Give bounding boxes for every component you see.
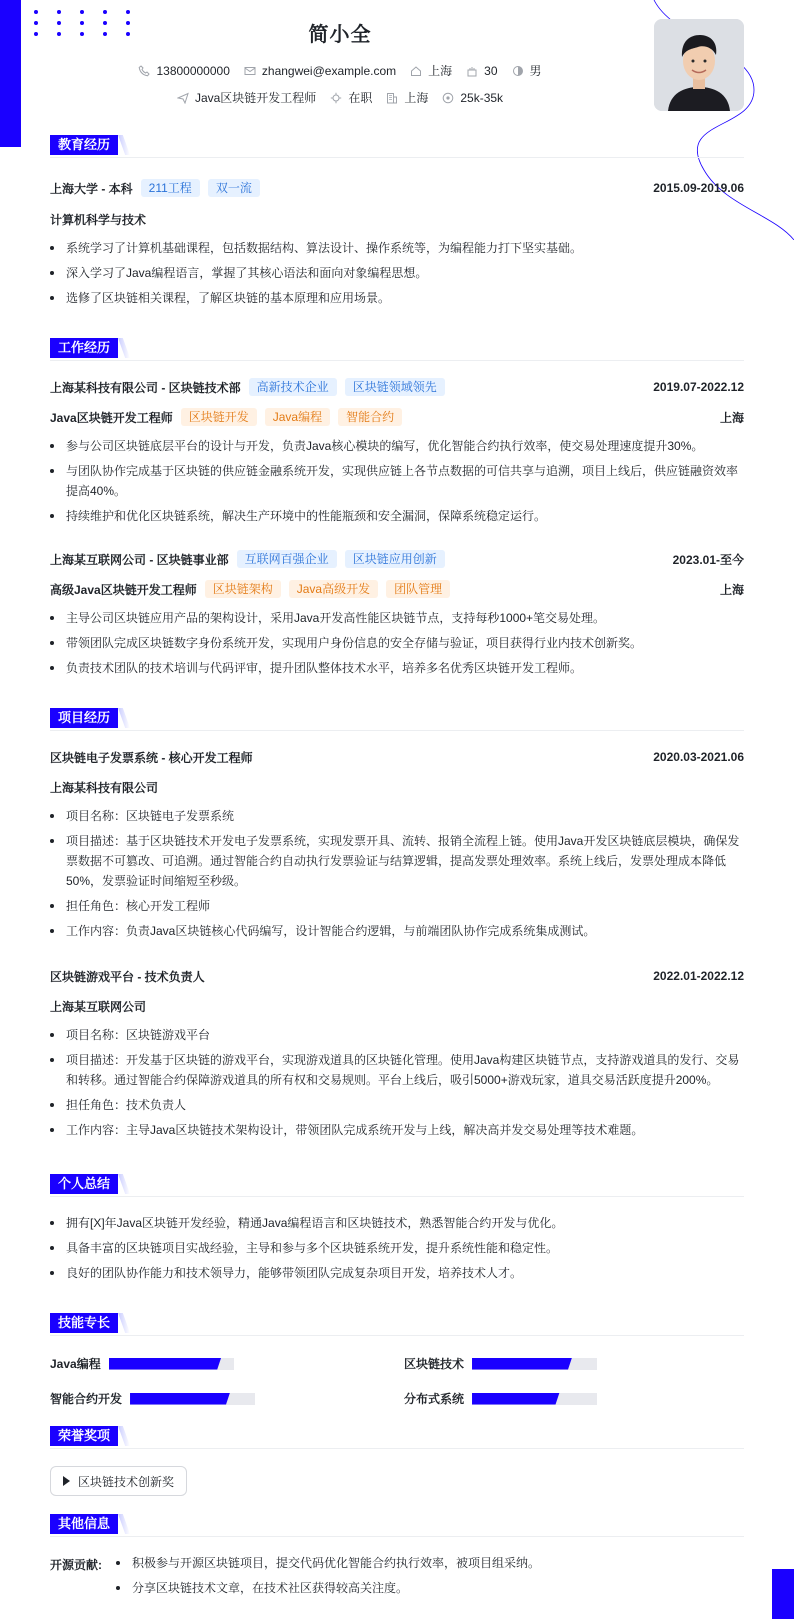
resume-header <box>0 0 794 130</box>
school-tag: 双一流 <box>208 179 260 197</box>
home-icon <box>410 65 422 77</box>
skill-item <box>404 1390 597 1407</box>
education-date: 2015.09-2019.06 <box>653 181 744 195</box>
skill-name: 区块链技术 <box>404 1357 465 1371</box>
age-text: 30 <box>484 63 498 78</box>
skill-bar-fill <box>130 1393 230 1405</box>
list-item: 工作内容：主导Java区块链技术架构设计，带领团队完成系统开发与上线，解决高并发交易处理等技术难题。 <box>50 1120 744 1140</box>
section-divider <box>50 360 744 361</box>
award-name: 区块链技术创新奖 <box>78 1474 175 1489</box>
section-divider <box>50 157 744 158</box>
work-header <box>50 377 744 397</box>
project-company: 上海某科技有限公司 <box>50 780 159 795</box>
candidate-name: 简小全 <box>308 24 372 46</box>
status-icon <box>330 92 342 104</box>
age-item <box>466 64 497 78</box>
section-divider <box>50 730 744 731</box>
list-item: 系统学习了计算机基础课程，包括数据结构、算法设计、操作系统等，为编程能力打下坚实基础。 <box>50 238 744 258</box>
job-row <box>0 89 680 106</box>
contact-row <box>0 62 680 79</box>
skill-tag: 区块链开发 <box>181 408 257 426</box>
list-item: 项目描述：开发基于区块链的游戏平台，实现游戏道具的区块链化管理。使用Java构建区块链节点，支持游戏道具的发行、交易和转移。通过智能合约保障游戏道具的所有权和交易规则。平台上线后，吸引5000+游戏玩家，道具交易活跃度提升200%。 <box>50 1050 744 1090</box>
work-role-row <box>50 407 744 427</box>
section-divider <box>50 1536 744 1537</box>
gender-text: 男 <box>529 64 542 78</box>
phone-text: 13800000000 <box>156 63 230 78</box>
role-title: Java区块链开发工程师 <box>50 410 173 425</box>
company-tag: 互联网百强企业 <box>237 550 337 568</box>
work-bullets <box>50 436 744 531</box>
skill-bar-fill <box>109 1358 222 1370</box>
status-item <box>330 89 372 106</box>
section-projects <box>50 708 744 730</box>
list-item: 深入学习了Java编程语言，掌握了其核心语法和面向对象编程思想。 <box>50 263 744 283</box>
play-icon <box>63 1476 70 1486</box>
section-summary <box>50 1174 744 1196</box>
list-item: 参与公司区块链底层平台的设计与开发，负责Java核心模块的编写，优化智能合约执行效率，使交易处理速度提升30%。 <box>50 436 744 456</box>
section-title: 教育经历 <box>50 135 118 155</box>
company-tag: 区块链应用创新 <box>345 550 445 568</box>
section-awards <box>50 1426 744 1448</box>
section-work <box>50 338 744 360</box>
section-title: 个人总结 <box>50 1174 118 1194</box>
work-header <box>50 549 744 569</box>
list-item: 分享区块链技术文章，在技术社区获得较高关注度。 <box>116 1578 736 1598</box>
gender-icon <box>512 65 524 77</box>
list-item: 主导公司区块链应用产品的架构设计，采用Java开发高性能区块链节点，支持每秒1000+笔交易处理。 <box>50 608 744 628</box>
list-item: 持续维护和优化区块链系统，解决生产环境中的性能瓶颈和安全漏洞，保障系统稳定运行。 <box>50 506 744 526</box>
skill-bar <box>130 1393 255 1405</box>
skill-item <box>50 1390 255 1407</box>
work-date: 2019.07-2022.12 <box>653 380 744 394</box>
work-date: 2023.01-至今 <box>672 552 744 567</box>
salary-text: 25k-35k <box>460 90 504 105</box>
education-major-row <box>50 209 744 229</box>
work-role-row <box>50 579 744 599</box>
company-tag: 区块链领域领先 <box>345 378 445 396</box>
project-title: 区块链电子发票系统 - 核心开发工程师 <box>50 750 253 765</box>
age-icon <box>466 65 478 77</box>
work-city-text: 上海 <box>404 91 429 105</box>
company-name: 上海某科技有限公司 - 区块链技术部 <box>50 380 241 395</box>
gender-item <box>512 62 542 79</box>
company-name: 上海某互联网公司 - 区块链事业部 <box>50 552 229 567</box>
skill-bar-fill <box>472 1358 572 1370</box>
list-item: 担任角色：核心开发工程师 <box>50 896 744 916</box>
skill-tag: Java高级开发 <box>289 580 378 598</box>
list-item: 积极参与开源区块链项目，提交代码优化智能合约执行效率，被项目组采纳。 <box>116 1553 736 1573</box>
section-education <box>50 135 744 157</box>
skill-bar-fill <box>472 1393 560 1405</box>
education-bullets <box>50 238 744 313</box>
work-city-item <box>386 89 428 106</box>
school-tag: 211工程 <box>141 179 200 197</box>
email-text: zhangwei@example.com <box>261 63 397 78</box>
project-header <box>50 966 744 986</box>
education-header <box>50 178 744 198</box>
project-bullets <box>50 1025 744 1145</box>
section-other <box>50 1514 744 1536</box>
skill-bar <box>472 1393 597 1405</box>
list-item: 项目名称：区块链电子发票系统 <box>50 806 744 826</box>
list-item: 拥有[X]年Java区块链开发经验，精通Java编程语言和区块链技术，熟悉智能合约开发与优化。 <box>50 1213 744 1233</box>
project-header <box>50 747 744 767</box>
section-title: 工作经历 <box>50 338 118 358</box>
skill-name: 分布式系统 <box>404 1392 465 1406</box>
building-icon <box>386 92 398 104</box>
list-item: 选修了区块链相关课程，了解区块链的基本原理和应用场景。 <box>50 288 744 308</box>
list-item: 与团队协作完成基于区块链的供应链金融系统开发，实现供应链上各节点数据的可信共享与追溯，项目上线后，供应链融资效率提高40%。 <box>50 461 744 501</box>
work-city: 上海 <box>719 410 744 425</box>
phone-icon <box>138 65 150 77</box>
project-date: 2022.01-2022.12 <box>653 969 744 983</box>
role-title: 高级Java区块链开发工程师 <box>50 582 197 597</box>
salary-item <box>442 91 503 105</box>
list-item: 项目名称：区块链游戏平台 <box>50 1025 744 1045</box>
location-text: 上海 <box>428 64 453 78</box>
email-icon <box>244 65 256 77</box>
section-title: 荣誉奖项 <box>50 1426 118 1446</box>
other-bullets <box>116 1553 736 1603</box>
list-item: 工作内容：负责Java区块链核心代码编写，设计智能合约逻辑，与前端团队协作完成系统集成测试。 <box>50 921 744 941</box>
list-item: 项目描述：基于区块链技术开发电子发票系统，实现发票开具、流转、报销全流程上链。使用Java开发区块链底层模块，确保发票数据不可篡改、可追溯。通过智能合约自动执行发票验证与结算逻辑，提高发票处理效率。系统上线后，发票处理成本降低50%，发票验证时间缩短至秒级。 <box>50 831 744 891</box>
project-company-row <box>50 996 744 1016</box>
right-accent-bar <box>772 1569 794 1619</box>
work-bullets <box>50 608 744 683</box>
skill-tag: 智能合约 <box>338 408 402 426</box>
section-title: 技能专长 <box>50 1313 118 1333</box>
location-item <box>410 62 452 79</box>
company-tag: 高新技术企业 <box>249 378 337 396</box>
work-city: 上海 <box>719 582 744 597</box>
list-item: 担任角色：技术负责人 <box>50 1095 744 1115</box>
phone-item <box>138 64 229 78</box>
section-divider <box>50 1196 744 1197</box>
section-title: 其他信息 <box>50 1514 118 1534</box>
skill-name: 智能合约开发 <box>50 1392 123 1406</box>
skill-tag: 团队管理 <box>386 580 450 598</box>
major: 计算机科学与技术 <box>50 212 147 227</box>
status-text: 在职 <box>348 91 373 105</box>
section-skills <box>50 1313 744 1335</box>
school-name: 上海大学 - 本科 <box>50 181 133 196</box>
project-title: 区块链游戏平台 - 技术负责人 <box>50 969 205 984</box>
skill-tag: 区块链架构 <box>205 580 281 598</box>
award-item[interactable] <box>50 1466 187 1496</box>
job-title-text: Java区块链开发工程师 <box>194 91 317 105</box>
section-title: 项目经历 <box>50 708 118 728</box>
skill-item <box>50 1355 234 1372</box>
send-icon <box>177 92 189 104</box>
list-item: 具备丰富的区块链项目实战经验，主导和参与多个区块链系统开发，提升系统性能和稳定性。 <box>50 1238 744 1258</box>
section-divider <box>50 1335 744 1336</box>
other-label: 开源贡献: <box>50 1558 102 1572</box>
list-item: 负责技术团队的技术培训与代码评审，提升团队整体技术水平，培养多名优秀区块链开发工程师。 <box>50 658 744 678</box>
skill-bar <box>472 1358 597 1370</box>
project-company: 上海某互联网公司 <box>50 999 147 1014</box>
job-title-item <box>177 89 316 106</box>
skill-bar <box>109 1358 234 1370</box>
skill-name: Java编程 <box>50 1357 101 1371</box>
email-item <box>244 64 396 78</box>
salary-icon <box>442 92 454 104</box>
list-item: 带领团队完成区块链数字身份系统开发，实现用户身份信息的安全存储与验证，项目获得行业内技术创新奖。 <box>50 633 744 653</box>
avatar <box>654 19 744 111</box>
project-date: 2020.03-2021.06 <box>653 750 744 764</box>
summary-bullets <box>50 1213 744 1288</box>
skill-item <box>404 1355 597 1372</box>
list-item: 良好的团队协作能力和技术领导力，能够带领团队完成复杂项目开发，培养技术人才。 <box>50 1263 744 1283</box>
skill-tag: Java编程 <box>265 408 330 426</box>
project-bullets <box>50 806 744 946</box>
section-divider <box>50 1448 744 1449</box>
project-company-row <box>50 777 744 797</box>
